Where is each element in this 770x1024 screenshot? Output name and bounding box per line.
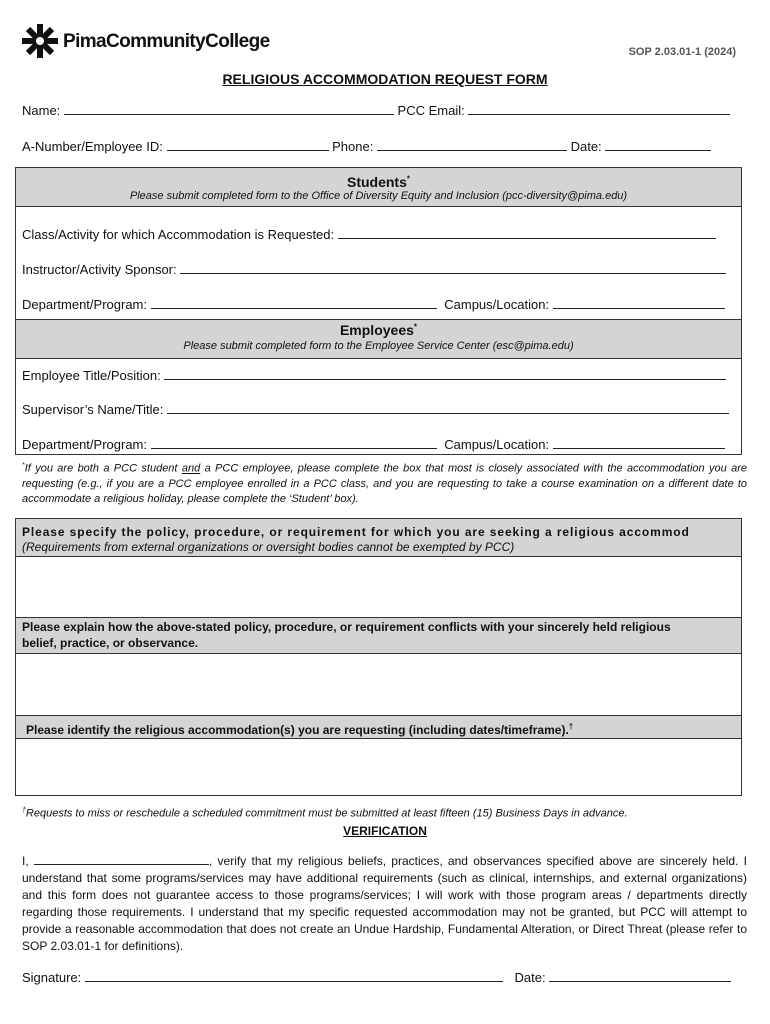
instructor-label: Instructor/Activity Sponsor: [22,262,177,277]
id-field[interactable] [167,139,329,151]
q1-label: Please specify the policy, procedure, or requirement for which you are seeking a religious accommod [22,525,690,539]
sop-code: SOP 2.03.01-1 (2024) [628,46,736,58]
employee-title-field[interactable] [164,368,726,380]
student-dept-field[interactable] [151,297,437,309]
supervisor-label: Supervisor’s Name/Title: [22,402,164,417]
q1-answer-area[interactable] [16,557,741,617]
questions-box [15,518,742,796]
signature-date-label: Date: [514,970,546,985]
student-dept-label: Department/Program: [22,297,147,312]
student-campus-label: Campus/Location: [444,297,550,312]
name-row [22,103,730,118]
student-campus-field[interactable] [553,297,725,309]
students-title: Students [346,174,407,190]
employee-dept-row [22,437,725,452]
students-header: Students* Please submit completed form to the Office of Diversity Equity and Inclusion (pcc-diversity@pima.edu) [16,168,741,207]
q2-label: Please explain how the above-stated policy, procedure, or requirement conflicts with your sincerely held religious belief, practice, or observance. [22,620,671,650]
signature-label: Signature: [22,970,82,985]
employee-dept-label: Department/Program: [22,437,147,452]
date-label: Date: [570,139,602,154]
employees-note: Please submit completed form to the Employee Service Center (esc@pima.edu) [183,340,574,352]
q2-answer-area[interactable] [16,653,741,715]
name-field[interactable] [64,103,394,115]
employee-title-label: Employee Title/Position: [22,368,161,383]
employees-title: Employees [339,322,414,338]
q3-header: Please identify the religious accommodation(s) you are requesting (including dates/timeframe).† [16,715,741,739]
students-note: Please submit completed form to the Office of Diversity Equity and Inclusion (pcc-diversity@pima.edu) [129,190,628,202]
employee-title-row [22,368,726,383]
signature-date-field[interactable] [549,970,731,982]
pcc-email-field[interactable] [468,103,730,115]
advance-notice-footnote: †Requests to miss or reschedule a scheduled commitment must be submitted at least fifteen (15) Business Days in advance. [22,807,628,820]
supervisor-row [22,402,729,417]
employees-header: Employees* Please submit completed form to the Employee Service Center (esc@pima.edu) [16,319,741,359]
q1-note: (Requirements from external organizations or oversight bodies cannot be exempted by PCC) [22,540,515,554]
phone-label: Phone: [332,139,374,154]
instructor-field[interactable] [180,262,726,274]
signature-field[interactable] [85,970,503,982]
class-field[interactable] [338,227,716,239]
signature-row [22,970,731,985]
verification-statement: I, , verify that my religious beliefs, practices, and observances specified above are sincerely held. I understand that some programs/services may have additional requirements (such as clinical, internships, and external organizations) and this form does not guarantee access to those programs/services; I will work with those program areas / departments directly regarding those requirements. I understand that my specific requested accommodation may not be granted, but PCC will attempt to provide a reasonable accommodation that does not create an Undue Hardship, Fundamental Alteration, or Direct Threat (please refer to SOP 2.03.01-1 for definitions). [22,854,747,953]
verification-title: VERIFICATION [343,824,427,838]
q3-answer-area[interactable] [16,738,741,795]
pcc-email-label: PCC Email: [397,103,465,118]
id-row [22,139,711,154]
instructor-row [22,262,726,277]
date-field[interactable] [605,139,711,151]
q1-header [16,519,741,557]
employee-campus-field[interactable] [553,437,725,449]
q3-label: Please identify the religious accommodation(s) you are requesting (including dates/timeframe). [26,723,569,737]
supervisor-field[interactable] [167,402,729,414]
q2-header [16,617,741,654]
student-dept-row [22,297,725,312]
id-label: A-Number/Employee ID: [22,139,163,154]
logo-text: PimaCommunityCollege [63,31,270,52]
verifier-name-field[interactable] [34,854,209,865]
name-label: Name: [22,103,61,118]
dual-role-footnote: *If you are both a PCC student and a PCC employee, please complete the box that most is closely associated with the accommodation you are requesting (e.g., if you are a PCC employee enrolled in a PCC class, and you are requesting to take a course examination on a different date to accommodate a religious holiday, please complete the ‘Student’ box). [22,462,747,505]
form-title: RELIGIOUS ACCOMMODATION REQUEST FORM [222,71,548,87]
phone-field[interactable] [377,139,567,151]
class-row [22,227,716,242]
pcc-logo-icon [22,24,58,58]
class-label: Class/Activity for which Accommodation is Requested: [22,227,335,242]
employee-campus-label: Campus/Location: [444,437,550,452]
employee-dept-field[interactable] [151,437,437,449]
